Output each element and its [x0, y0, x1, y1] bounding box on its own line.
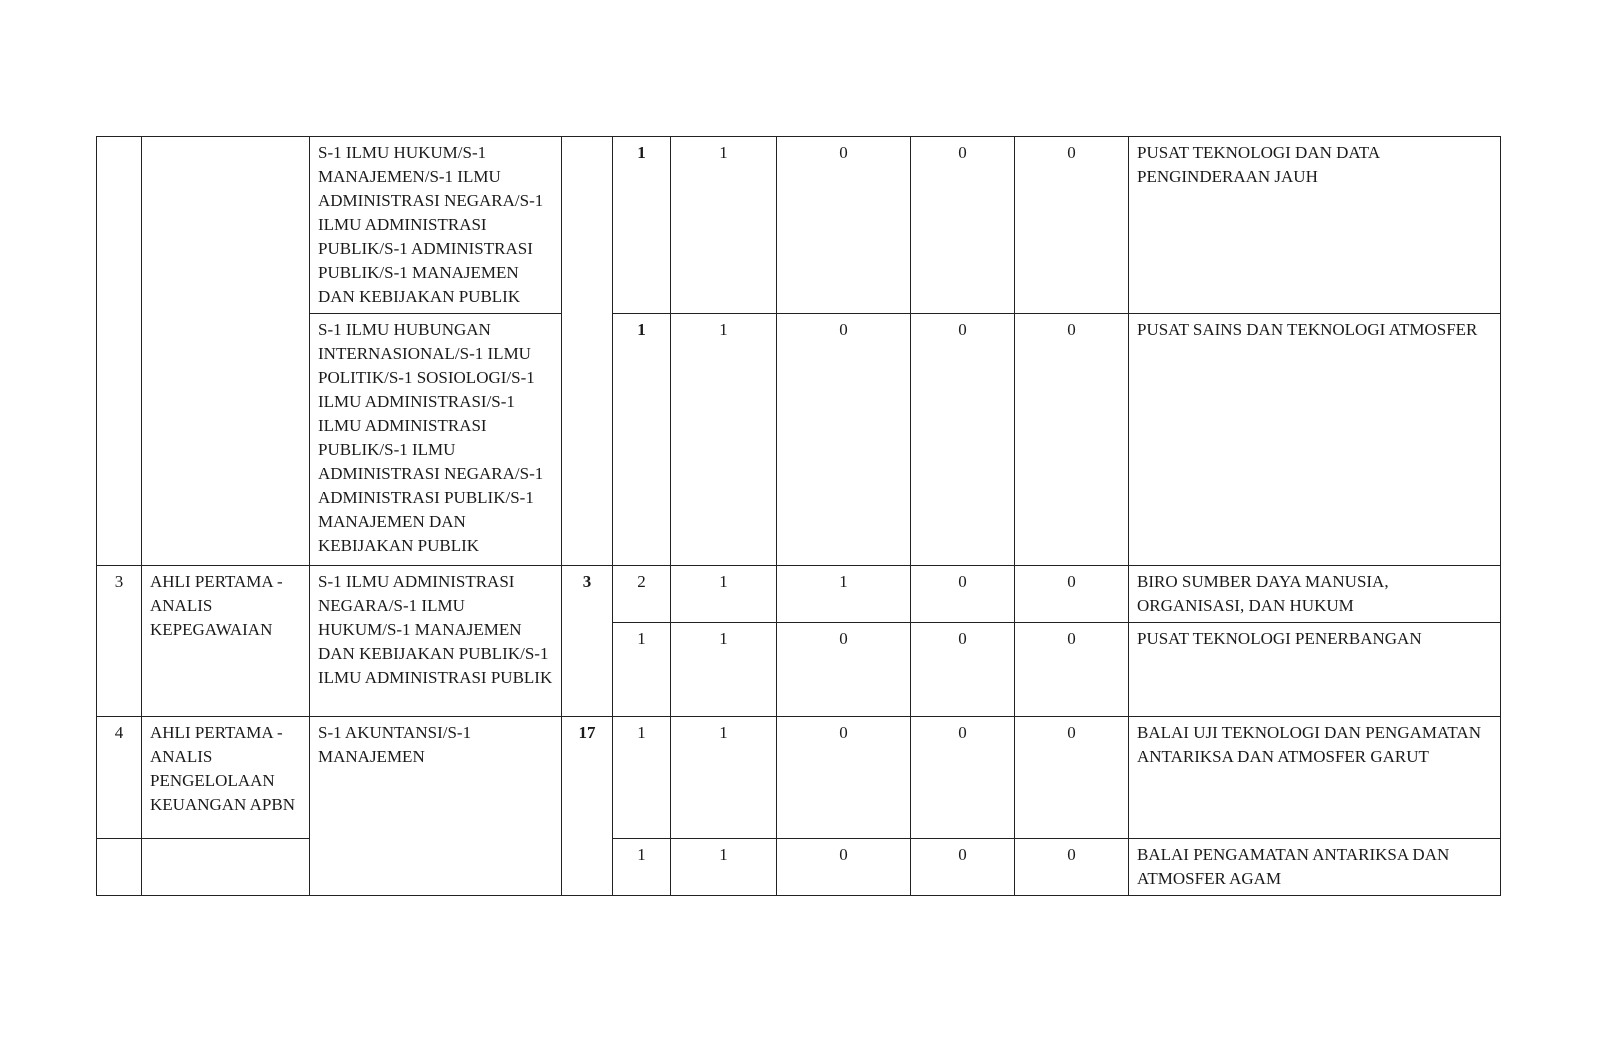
unit-kerja-cell: BALAI UJI TEKNOLOGI DAN PENGAMATAN ANTARIKSA DAN ATMOSFER GARUT [1129, 717, 1501, 839]
table-row [97, 839, 1501, 896]
count-cell-3: 0 [911, 839, 1015, 896]
count-cell-1: 1 [671, 717, 777, 839]
count-cell-1: 1 [671, 137, 777, 314]
count-cell-2: 0 [777, 137, 911, 314]
jabatan-cell: AHLI PERTAMA - ANALIS PENGELOLAAN KEUANGAN APBN [142, 717, 310, 839]
jabatan-cell: AHLI PERTAMA - ANALIS KEPEGAWAIAN [142, 566, 310, 717]
count-cell-3: 0 [911, 566, 1015, 623]
count-cell-2: 0 [777, 717, 911, 839]
count-cell-1: 1 [671, 566, 777, 623]
sub-total-cell: 1 [613, 717, 671, 839]
jabatan-cell [142, 137, 310, 566]
count-cell-4: 0 [1015, 839, 1129, 896]
sub-total-cell: 1 [613, 314, 671, 566]
count-cell-2: 1 [777, 566, 911, 623]
count-cell-2: 0 [777, 839, 911, 896]
jabatan-cell [142, 839, 310, 896]
pendidikan-cell: S-1 AKUNTANSI/S-1 MANAJEMEN [310, 717, 562, 896]
pendidikan-cell: S-1 ILMU HUBUNGAN INTERNASIONAL/S-1 ILMU POLITIK/S-1 SOSIOLOGI/S-1 ILMU ADMINISTRASI/S-1 ILMU ADMINISTRASI PUBLIK/S-1 ILMU ADMINISTRASI NEGARA/S-1 ADMINISTRASI PUBLIK/S-1 MANAJEMEN DAN KEBIJAKAN PUBLIK [310, 314, 562, 566]
table-row [97, 137, 1501, 314]
count-cell-1: 1 [671, 623, 777, 717]
no-cell [97, 137, 142, 566]
count-cell-4: 0 [1015, 137, 1129, 314]
count-cell-2: 0 [777, 623, 911, 717]
count-cell-3: 0 [911, 314, 1015, 566]
count-cell-1: 1 [671, 839, 777, 896]
unit-kerja-cell: BALAI PENGAMATAN ANTARIKSA DAN ATMOSFER AGAM [1129, 839, 1501, 896]
count-cell-3: 0 [911, 623, 1015, 717]
total-cell: 3 [562, 566, 613, 717]
total-cell [562, 137, 613, 566]
table-row [97, 717, 1501, 839]
unit-kerja-cell: PUSAT TEKNOLOGI PENERBANGAN [1129, 623, 1501, 717]
count-cell-3: 0 [911, 137, 1015, 314]
sub-total-cell: 1 [613, 137, 671, 314]
sub-total-cell: 2 [613, 566, 671, 623]
document-page [96, 136, 1500, 896]
unit-kerja-cell: BIRO SUMBER DAYA MANUSIA, ORGANISASI, DAN HUKUM [1129, 566, 1501, 623]
no-cell: 3 [97, 566, 142, 717]
unit-kerja-cell: PUSAT TEKNOLOGI DAN DATA PENGINDERAAN JAUH [1129, 137, 1501, 314]
sub-total-cell: 1 [613, 623, 671, 717]
pendidikan-cell: S-1 ILMU ADMINISTRASI NEGARA/S-1 ILMU HUKUM/S-1 MANAJEMEN DAN KEBIJAKAN PUBLIK/S-1 ILMU ADMINISTRASI PUBLIK [310, 566, 562, 717]
table-row [97, 566, 1501, 623]
pendidikan-cell: S-1 ILMU HUKUM/S-1 MANAJEMEN/S-1 ILMU ADMINISTRASI NEGARA/S-1 ILMU ADMINISTRASI PUBLIK/S-1 ADMINISTRASI PUBLIK/S-1 MANAJEMEN DAN KEBIJAKAN PUBLIK [310, 137, 562, 314]
formation-table [96, 136, 1501, 896]
count-cell-4: 0 [1015, 566, 1129, 623]
no-cell [97, 839, 142, 896]
sub-total-cell: 1 [613, 839, 671, 896]
count-cell-4: 0 [1015, 314, 1129, 566]
count-cell-4: 0 [1015, 623, 1129, 717]
total-cell: 17 [562, 717, 613, 896]
count-cell-2: 0 [777, 314, 911, 566]
count-cell-4: 0 [1015, 717, 1129, 839]
count-cell-1: 1 [671, 314, 777, 566]
no-cell: 4 [97, 717, 142, 839]
count-cell-3: 0 [911, 717, 1015, 839]
unit-kerja-cell: PUSAT SAINS DAN TEKNOLOGI ATMOSFER [1129, 314, 1501, 566]
